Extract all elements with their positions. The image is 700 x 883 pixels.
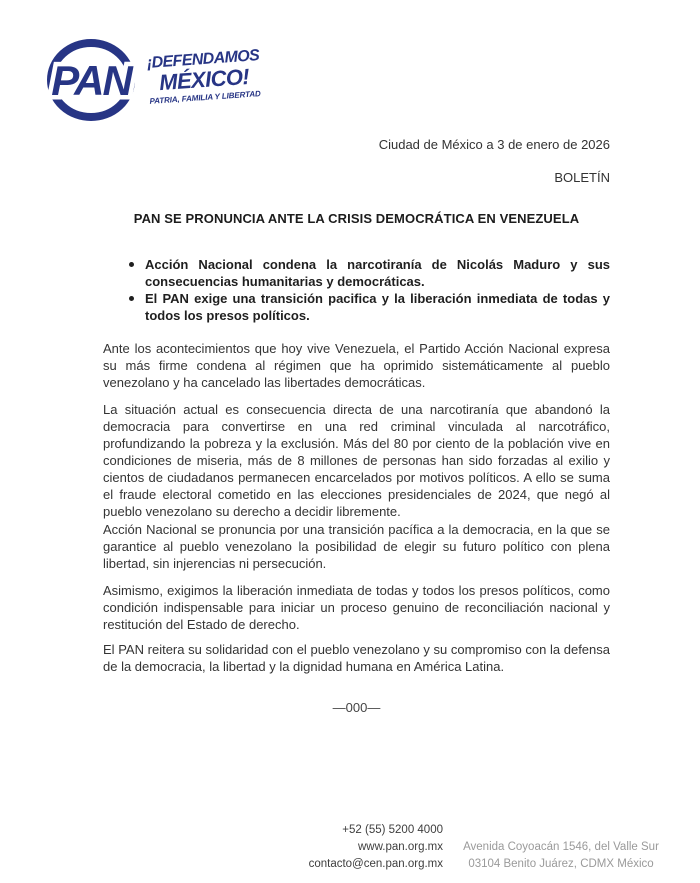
bullet-text: El PAN exige una transición pacifica y la liberación inmediata de todas y todos los presos políticos. [145, 291, 610, 323]
pan-slogan [146, 48, 262, 106]
paragraph: El PAN reitera su solidaridad con el pueblo venezolano y su compromiso con la defensa de la democracia, la libertad y la dignidad humana en América Latina. [103, 642, 610, 674]
bullet-icon [129, 296, 134, 301]
bullet-text: Acción Nacional condena la narcotiranía de Nicolás Maduro y sus consecuencias humanitarias y democráticas. [145, 257, 610, 289]
footer-contact-block [309, 822, 443, 873]
footer-email: contacto@cen.pan.org.mx [308, 858, 443, 870]
end-separator: —000— [332, 700, 381, 715]
paragraph: La situación actual es consecuencia directa de una narcotiranía que abandonó la democracia para convertirse en una red criminal vinculada al narcotráfico, profundizando la pobreza y la exclusión. Más del 80 por ciento de la población vive en condiciones de miseria, más de 8 millones de personas han sido forzadas al exilio y cientos de ciudadanos permanecen encarcelados por motivos políticos. A ello se suma el fraude electoral cometido en las elecciones presidenciales de 2024, que negó al pueblo venezolano su derecho a decidir libremente. [103, 402, 610, 519]
footer-website: www.pan.org.mx [357, 841, 443, 853]
footer-address-line-1: Avenida Coyoacán 1546, del Valle Sur [463, 841, 659, 853]
slogan-line-1: ¡DEFENDAMOS [146, 47, 260, 72]
key-points-list [103, 256, 610, 324]
footer-address-line-2: 03104 Benito Juárez, CDMX México [468, 858, 654, 870]
header-meta [103, 136, 610, 186]
bullet-icon [129, 262, 134, 267]
list-item [103, 256, 610, 290]
paragraph: Asimismo, exigimos la liberación inmediata de todas y todos los presos políticos, como condición indispensable para iniciar un proceso genuino de reconciliación nacional y restitución del Estado de derecho. [103, 583, 610, 632]
slogan-line-2: MÉXICO! [158, 63, 250, 96]
footer-phone: +52 (55) 5200 4000 [342, 824, 443, 836]
dateline: Ciudad de México a 3 de enero de 2026 [378, 137, 610, 152]
footer-address-block [453, 839, 669, 873]
document-type-label: BOLETÍN [554, 170, 610, 185]
pan-logo [40, 38, 280, 124]
paragraph: Acción Nacional se pronuncia por una transición pacífica a la democracia, en la que se garantice al pueblo venezolano la posibilidad de elegir su futuro político con plena libertad, sin injerencias ni persecución. [103, 522, 610, 571]
slogan-line-3: PATRIA, FAMILIA Y LIBERTAD [149, 89, 261, 106]
page-title: PAN SE PRONUNCIA ANTE LA CRISIS DEMOCRÁTICA EN VENEZUELA [133, 211, 580, 226]
list-item [103, 290, 610, 324]
paragraph: Ante los acontecimientos que hoy vive Venezuela, el Partido Acción Nacional expresa su más firme condena al régimen que ha oprimido sistemáticamente al pueblo venezolano y ha cancelado las libertades democráticas. [103, 341, 610, 390]
pan-circle-logo-icon [40, 38, 144, 124]
pan-logo-text: PAN [51, 57, 131, 104]
